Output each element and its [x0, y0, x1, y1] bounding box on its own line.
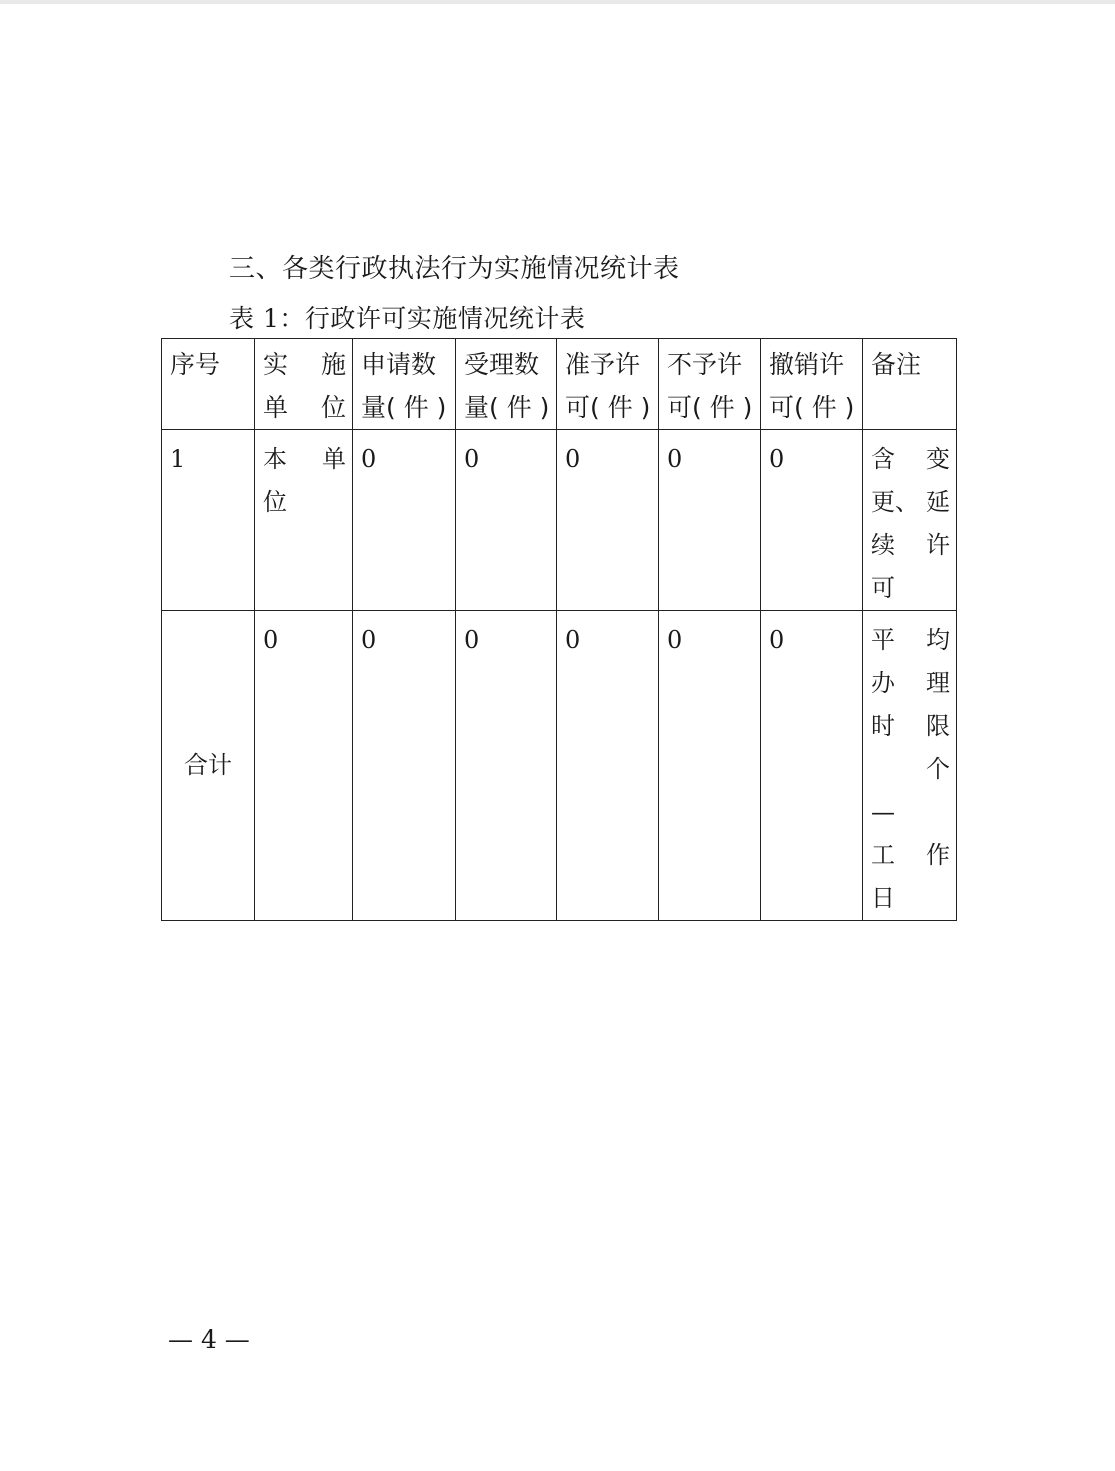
header-unit-line1 — [263, 343, 346, 386]
remark-char: 续 — [871, 531, 895, 559]
header-line: 撤销许 — [769, 350, 845, 379]
header-remarks — [863, 339, 957, 430]
cell-granted: 0 — [557, 430, 659, 611]
header-line: 准予许 — [565, 350, 641, 379]
remark-line — [871, 834, 950, 877]
top-edge — [0, 0, 1115, 4]
remark-char: 理 — [926, 669, 950, 697]
remark-line — [871, 705, 950, 748]
cell-revoked: 0 — [761, 611, 863, 921]
remark-char: 更、 — [871, 488, 919, 516]
cell-accepted: 0 — [456, 611, 557, 921]
remark-char: 日 — [871, 884, 895, 912]
remark-char: 均 — [926, 626, 950, 654]
cell-char: 单 — [322, 445, 346, 473]
header-line: 可( 件 ) — [769, 393, 855, 422]
page-number: — 4 — — [168, 1325, 250, 1354]
remark-line — [871, 438, 950, 481]
header-unit-char: 实 — [263, 350, 289, 379]
header-line: 受理数 — [464, 350, 540, 379]
remark-char: 办 — [871, 669, 895, 697]
table-row-total — [162, 611, 957, 921]
header-line: 可( 件 ) — [565, 393, 651, 422]
cell-remarks — [863, 430, 957, 611]
cell-remarks — [863, 611, 957, 921]
header-unit — [255, 339, 353, 430]
remark-line — [871, 524, 950, 567]
cell-revoked: 0 — [761, 430, 863, 611]
header-line: 可( 件 ) — [667, 393, 753, 422]
cell-granted: 0 — [557, 611, 659, 921]
cell-unit — [255, 430, 353, 611]
cell-denied: 0 — [659, 611, 761, 921]
cell-char: 位 — [263, 488, 287, 516]
cell-total-label: 合计 — [162, 611, 255, 921]
header-applications — [353, 339, 456, 430]
remark-line — [871, 877, 950, 920]
cell-applications: 0 — [353, 611, 456, 921]
cell-unit-line2 — [263, 481, 346, 524]
header-denied — [659, 339, 761, 430]
cell-unit-line1 — [263, 438, 346, 481]
remark-line — [871, 567, 950, 610]
header-unit-char: 施 — [320, 350, 346, 379]
header-granted — [557, 339, 659, 430]
cell-seq: 1 — [162, 430, 255, 611]
remark-char: 时 — [871, 712, 895, 740]
remark-line — [871, 748, 950, 791]
header-line: 量( 件 ) — [361, 393, 447, 422]
cell-char: 本 — [263, 445, 287, 473]
remark-char: 可 — [871, 574, 895, 602]
header-unit-char: 位 — [320, 393, 346, 422]
header-accepted — [456, 339, 557, 430]
remark-line — [871, 662, 950, 705]
header-unit-line2 — [263, 386, 346, 429]
remark-line — [871, 791, 950, 834]
cell-accepted: 0 — [456, 430, 557, 611]
header-revoked — [761, 339, 863, 430]
header-line: 申请数 — [361, 350, 437, 379]
remark-char: 含 — [871, 445, 895, 473]
remark-blank-line: — — [871, 798, 895, 826]
header-line: 量( 件 ) — [464, 393, 550, 422]
remark-char: 工 — [871, 841, 895, 869]
remark-char: 限 — [926, 712, 950, 740]
remark-char: 作 — [926, 841, 950, 869]
permit-statistics-table — [161, 338, 957, 921]
remark-char: 平 — [871, 626, 895, 654]
table-row — [162, 430, 957, 611]
remark-char: 个 — [926, 755, 950, 783]
header-seq-label: 序号 — [170, 350, 221, 379]
header-line: 备注 — [871, 350, 922, 379]
remark-char: 许 — [926, 531, 950, 559]
cell-applications: 0 — [353, 430, 456, 611]
remark-line — [871, 619, 950, 662]
cell-units: 0 — [255, 611, 353, 921]
remark-char: 延 — [926, 488, 950, 516]
header-row — [162, 339, 957, 430]
remark-char: 变 — [926, 445, 950, 473]
header-seq — [162, 339, 255, 430]
remark-line — [871, 481, 950, 524]
table-caption: 表 1：行政许可实施情况统计表 — [229, 304, 586, 333]
section-heading: 三、各类行政执法行为实施情况统计表 — [229, 254, 680, 284]
cell-denied: 0 — [659, 430, 761, 611]
header-unit-char: 单 — [263, 393, 289, 422]
header-line: 不予许 — [667, 350, 743, 379]
